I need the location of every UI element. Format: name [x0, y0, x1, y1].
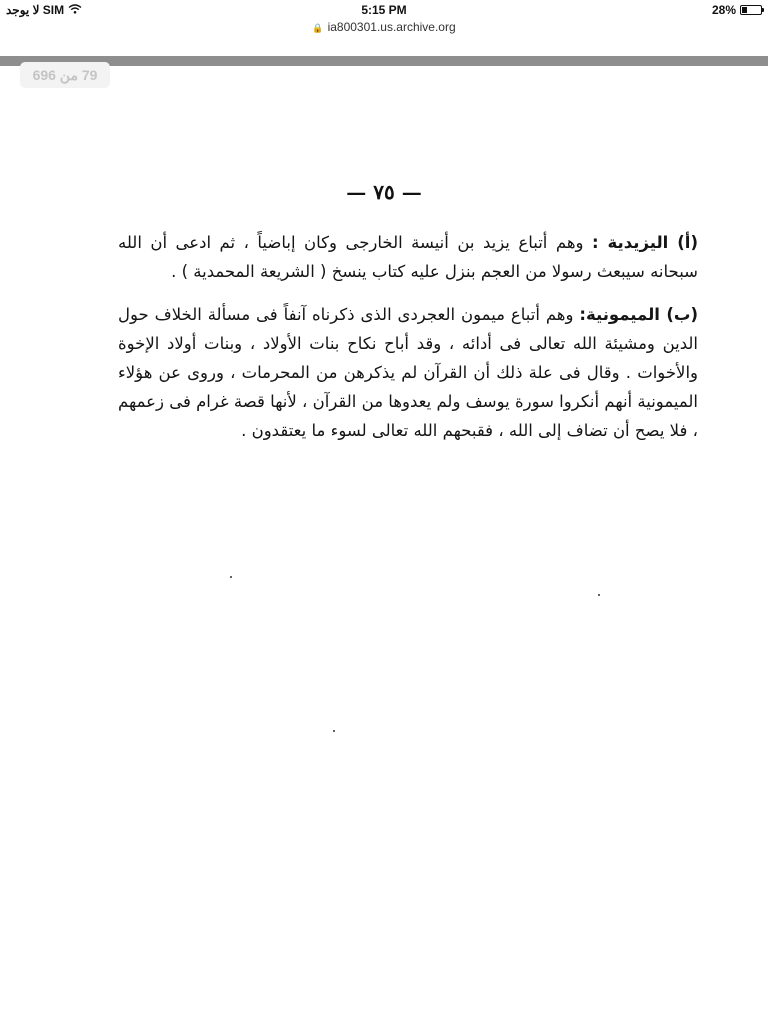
paragraph-yazidiyya: [118, 228, 698, 286]
status-right: [712, 3, 762, 17]
lock-icon: 🔒: [312, 23, 324, 33]
page-counter: 79 من 696: [20, 62, 110, 88]
paragraph-text: وهم أتباع يزيد بن أنيسة الخارجى وكان إباضياً ، ثم ادعى أن الله سبحانه سيبعث رسولا من العجم بنزل عليه كتاب ينسخ ( الشريعة المحمدية ) .: [118, 233, 698, 281]
document-body: [118, 228, 698, 445]
status-bar: [0, 0, 768, 20]
paragraph-maymuniyya: [118, 300, 698, 445]
carrier-label: لا يوجد SIM: [6, 3, 65, 17]
scan-speck: [598, 594, 600, 596]
clock: 5:15 PM: [361, 3, 407, 17]
viewer-toolbar-band: [0, 56, 768, 66]
url-text: ia800301.us.archive.org: [327, 20, 456, 34]
paragraph-lead: (ب) الميمونية:: [579, 305, 698, 324]
address-bar[interactable]: [0, 20, 768, 42]
battery-level: [742, 7, 747, 13]
paragraph-lead: (أ) اليزيدية :: [591, 233, 698, 252]
page-number-header: — ٧٥ —: [346, 180, 422, 204]
battery-percent: 28%: [711, 3, 736, 17]
scan-speck: [333, 730, 335, 732]
battery-icon: [740, 5, 762, 15]
scan-speck: [230, 576, 232, 578]
paragraph-text: وهم أتباع ميمون العجردى الذى ذكرناه آنفاً فى مسألة الخلاف حول الدين ومشيئة الله تعالى فى أدائه ، وقد أباح نكاح بنات الأولاد ، وبنات أولاد الإخوة والأخوات . وقال فى علة ذلك أن القرآن لم يذكرهن من المحرمات ، وروى عن هؤلاء الميمونية أنهم أنكروا سورة يوسف ولم يعدوها من القرآن ، لأنها قصة غرام فى زعمهم ، فلا يصح أن تضاف إلى الله ، فقبحهم الله تعالى لسوء ما يعتقدون .: [118, 305, 698, 440]
